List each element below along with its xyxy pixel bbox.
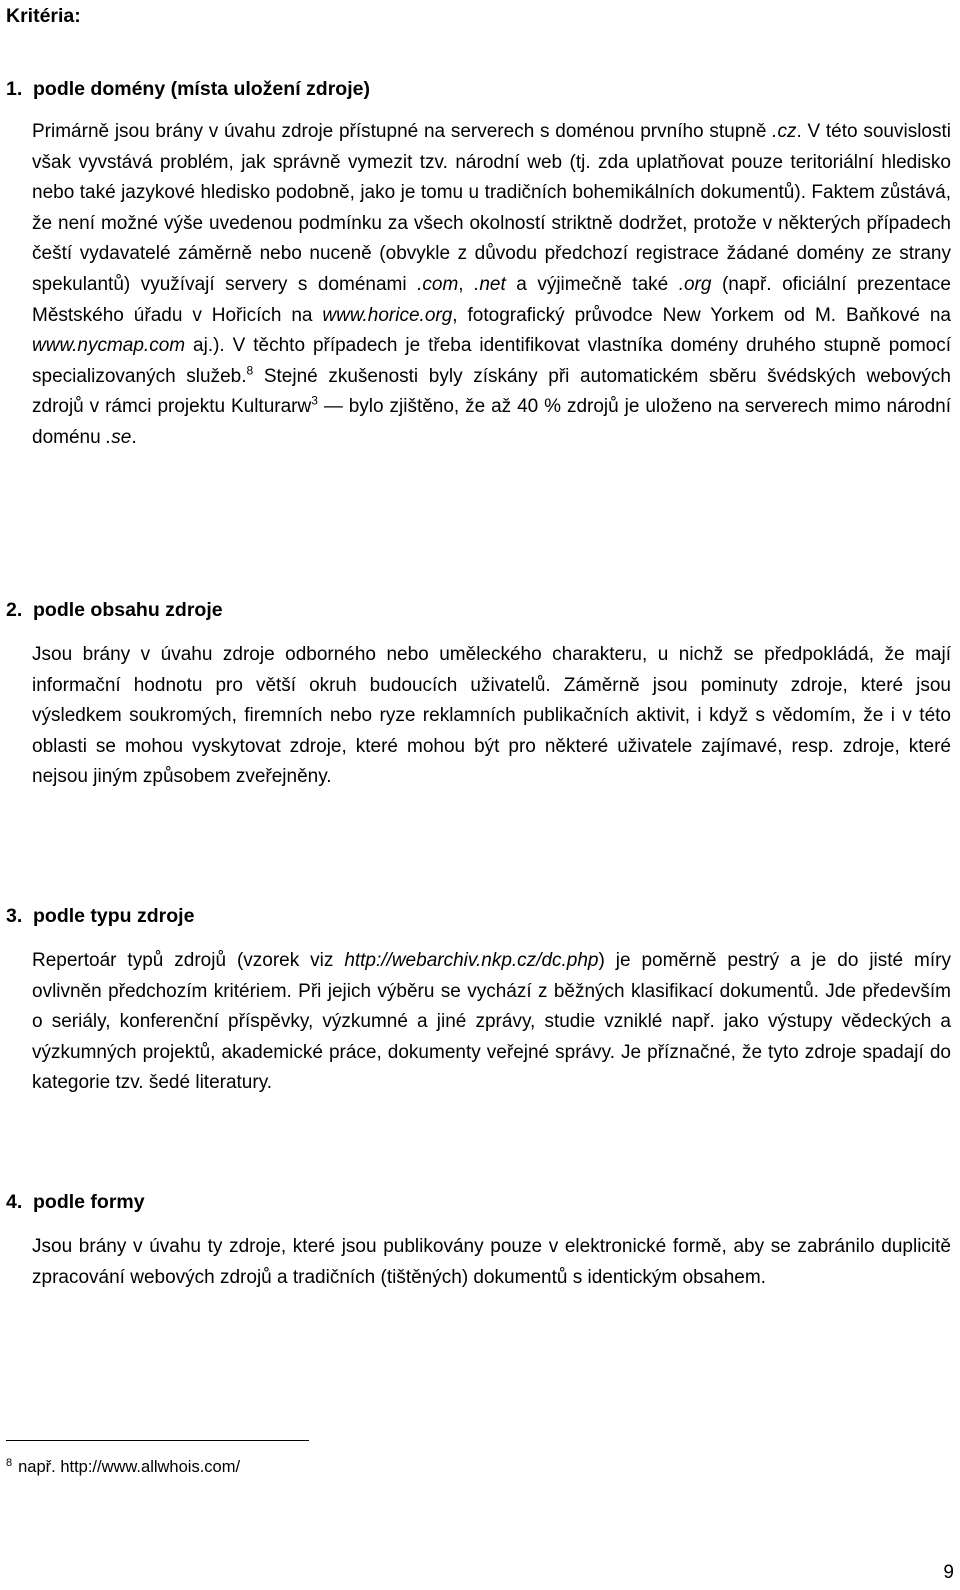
page-number: 9 [943,1562,954,1583]
text-run: . V této souvislosti však vyvstává problém, jak správně vymezit tzv. národní web (tj. zda uplatňovat pouze teritoriální hledisko nebo také jazykové hledisko podobně, jako je tomu u tradičních bohemikálních dokumentů). Faktem zůstává, že není možné výše uvedenou podmínku za všech okolností striktně dodržet, protože v některých případech čeští vydavatelé záměrně nebo nuceně (obvykle z důvodu předchozí registrace žádané domény ze strany spekulantů) využívají servery s doménami [32,121,951,295]
text-run: ) je poměrně pestrý a je do jisté míry ovlivněn předchozím kritériem. Při jejich výběru se vychází z běžných klasifikací dokumentů. Jde především o seriály, konferenční příspěvky, výzkumné a jiné zprávy, studie vzniklé např. jako výstupy vědeckých a výzkumných projektů, akademické práce, dokumenty veřejné správy. Je příznačné, že tyto zdroje spadají do kategorie tzv. šedé literatury. [32,950,951,1094]
text-run: Stejné zkušenosti byly získány při automatickém sběru švédských webových zdrojů v rámci projektu Kulturarw [32,365,951,418]
section-number: 4. [6,1191,23,1213]
section-title-text: podle obsahu zdroje [33,599,223,621]
text-run: Jsou brány v úvahu ty zdroje, které jsou publikovány pouze v elektronické formě, aby se zabránilo duplicitě zpracování webových zdrojů a tradičních (tištěných) dokumentů s identickým obsahem. [32,1236,951,1288]
section-title-text: podle typu zdroje [33,905,195,927]
section-1-paragraph [32,117,951,454]
footnote-reference: 8 [246,363,254,378]
footnote-text: např. http://www.allwhois.com/ [18,1458,241,1476]
footnote [6,1456,240,1478]
italic-text: .org [678,273,712,295]
text-run: . [131,426,137,448]
italic-text: .com [417,273,459,295]
section-number: 2. [6,599,23,621]
text-run: Jsou brány v úvahu zdroje odborného nebo uměleckého charakteru, u nichž se předpokládá, že mají informační hodnotu pro větší okruh budoucích uživatelů. Záměrně jsou pominuty zdroje, které jsou výsledkem soukromých, firemních nebo ryze reklamních publikačních aktivit, i když s vědomím, že i v této oblasti se mohou vyskytovat zdroje, které mohou být pro některé uživatele zajímavé, resp. zdroje, které nejsou jiným způsobem zveřejněny. [32,644,951,788]
page-heading: Kritéria: [6,5,81,27]
section-2-title [6,598,223,622]
italic-text: .cz [772,121,797,142]
section-4-paragraph [32,1232,951,1293]
italic-text: .se [105,426,132,448]
text-run: — bylo zjištěno, že až 40 % zdrojů je uloženo na serverech mimo národní doménu [32,396,952,448]
italic-text: http://webarchiv.nkp.cz/dc.php [344,950,599,971]
footnote-separator [6,1440,309,1441]
section-2-paragraph [32,640,951,793]
italic-text: .net [474,273,506,295]
italic-text: www.nycmap.com [32,335,186,357]
text-run: a výjimečně také [505,273,679,295]
text-run: , [458,273,475,295]
italic-text: www.horice.org [322,304,453,326]
section-4-title [6,1190,145,1214]
section-1-title [6,77,370,101]
text-run: aj.). V těchto případech je třeba identifikovat vlastníka domény druhého stupně pomocí specializovaných služeb. [32,335,951,387]
section-number: 3. [6,905,23,927]
section-title-text: podle formy [33,1191,145,1213]
text-run: , fotografický průvodce New Yorkem od M. Baňkové na [452,304,951,326]
footnote-mark: 8 [6,1456,13,1469]
footnote-reference: 3 [311,394,318,409]
section-number: 1. [6,78,23,100]
text-run: (např. oficiální prezentace Městského úřadu v Hořicích na [32,273,951,326]
section-3-paragraph [32,946,951,1099]
text-run: Primárně jsou brány v úvahu zdroje přístupné na serverech s doménou prvního stupně [32,121,773,142]
section-3-title [6,904,194,928]
section-title-text: podle domény (místa uložení zdroje) [33,78,370,100]
text-run: Repertoár typů zdrojů (vzorek viz [32,950,345,971]
